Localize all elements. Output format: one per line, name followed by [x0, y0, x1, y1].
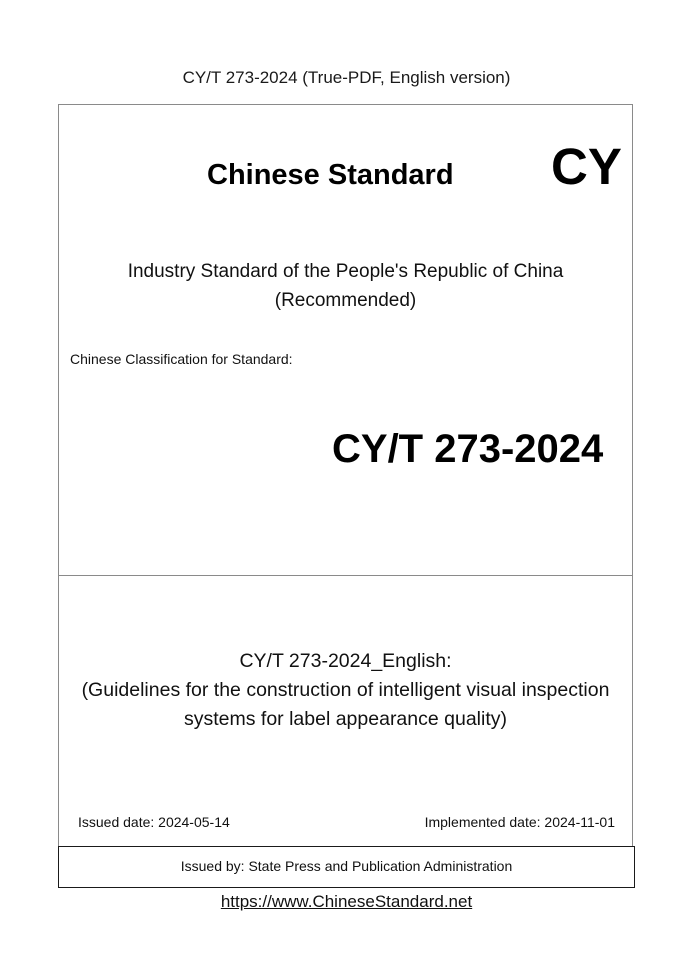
page-header-title: CY/T 273-2024 (True-PDF, English version): [182, 68, 511, 87]
document-type-title: Chinese Standard: [207, 159, 454, 191]
english-title-code: CY/T 273-2024_English:: [239, 650, 452, 672]
english-title-block: [59, 647, 632, 734]
standard-number: CY/T 273-2024: [332, 427, 604, 471]
standard-code-mark: CY: [551, 138, 622, 195]
classification-label: Chinese Classification for Standard:: [70, 351, 293, 367]
english-title-line: (Guidelines for the construction of intelligent visual inspection: [81, 679, 610, 701]
recommended-line: (Recommended): [274, 290, 417, 311]
industry-line: Industry Standard of the People's Republic of China: [127, 261, 564, 282]
issued-date: Issued date: 2024-05-14: [78, 814, 230, 830]
english-title-line: systems for label appearance quality): [184, 708, 507, 730]
issuer-box: Issued by: State Press and Publication Administration: [58, 846, 635, 888]
website-link[interactable]: https://www.ChineseStandard.net: [220, 892, 473, 911]
section-divider: [59, 575, 632, 576]
cover-frame: [58, 104, 633, 886]
industry-standard-statement: [59, 257, 632, 315]
implemented-date: Implemented date: 2024-11-01: [424, 814, 615, 830]
